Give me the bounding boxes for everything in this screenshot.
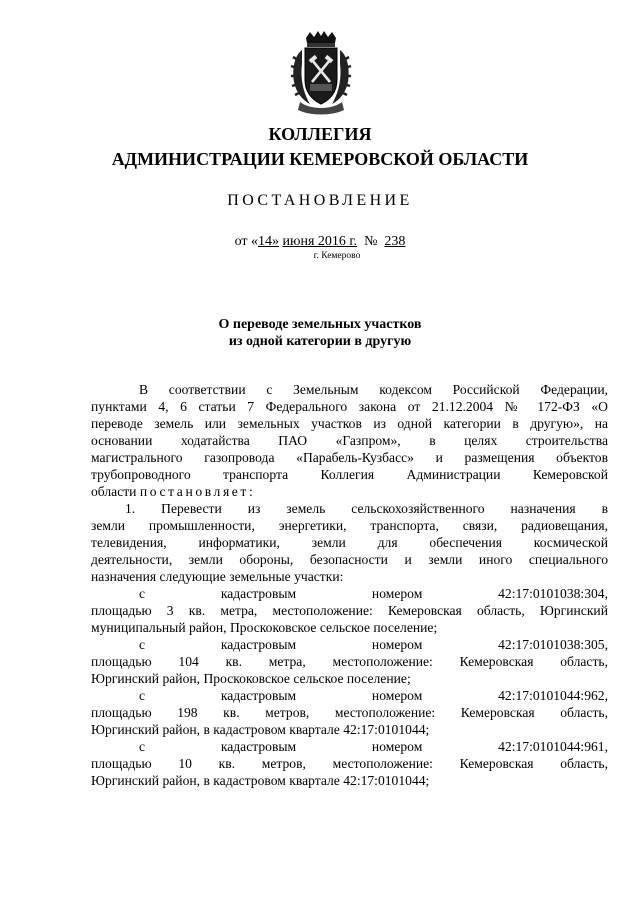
title-line1: О переводе земельных участков	[218, 317, 422, 332]
date-prefix: от «	[234, 234, 259, 249]
list-item-line: Юргинский район, Проскоковское сельское поселение;	[91, 671, 411, 686]
list-item-line: с кадастровым номером 42:17:0101044:961,	[139, 739, 608, 754]
list-item-line: с кадастровым номером 42:17:0101038:304,	[139, 586, 608, 601]
document-kind: ПОСТАНОВЛЕНИЕ	[227, 192, 413, 209]
list-item-line: Юргинский район, в кадастровом квартале 42:17:0101044;	[91, 722, 430, 737]
body-word-spaced: постановляет:	[139, 484, 256, 499]
document-city: г. Кемерово	[313, 251, 361, 261]
list-item-line: площадью 104 кв. метра, местоположение: Кемеровская область,	[91, 654, 608, 669]
number-label: №	[364, 234, 378, 249]
body-line: пунктами 4, 6 статьи 7 Федерального закона от 21.12.2004 № 172-ФЗ «О	[91, 399, 608, 414]
list-item-line: с кадастровым номером 42:17:0101044:962,	[139, 688, 608, 703]
body-line: магистрального газопровода «Парабель-Кузбасс» и размещения объектов	[91, 450, 608, 465]
coat-of-arms-emblem	[290, 30, 352, 116]
date-day: 14	[258, 234, 273, 249]
body-line: земли промышленности, энергетики, транспорта, связи, радиовещания,	[91, 518, 608, 533]
body-line: основании ходатайства ПАО «Газпром», в целях строительства	[91, 433, 608, 448]
list-item-line: с кадастровым номером 42:17:0101038:305,	[139, 637, 608, 652]
list-item-line: муниципальный район, Проскоковское сельское поселение;	[91, 620, 438, 635]
body-line: телевидения, информатики, земли для обеспечения космической	[91, 535, 608, 550]
title-line2: из одной категории в другую	[228, 334, 412, 349]
org-name-line1: КОЛЛЕГИЯ	[268, 124, 372, 144]
list-item-line: площадью 10 кв. метров, местоположение: Кемеровская область,	[91, 756, 608, 771]
body-line	[91, 483, 608, 500]
document-date-number	[0, 234, 640, 250]
body-word: области	[91, 484, 137, 499]
body-line: назначения следующие земельные участки:	[91, 569, 344, 584]
org-name-line2: АДМИНИСТРАЦИИ КЕМЕРОВСКОЙ ОБЛАСТИ	[111, 149, 529, 169]
date-sep: »	[272, 234, 280, 249]
body-line: 1. Перевести из земель сельскохозяйственного назначения в	[125, 501, 608, 516]
body-line: В соответствии с Земельным кодексом Российской Федерации,	[139, 382, 608, 397]
document-title	[0, 316, 640, 350]
document-body	[91, 381, 608, 789]
document-number: 238	[384, 234, 406, 249]
body-line: деятельности, земли обороны, безопасности и земли иного специального	[91, 552, 608, 567]
body-line: трубопроводного транспорта Коллегия Администрации Кемеровской	[91, 467, 608, 482]
list-item-line: Юргинский район, в кадастровом квартале 42:17:0101044;	[91, 773, 430, 788]
list-item-line: площадью 3 кв. метра, местоположение: Кемеровская область, Юргинский	[91, 603, 608, 618]
date-month-year: июня 2016 г.	[282, 234, 358, 249]
list-item-line: площадью 198 кв. метров, местоположение: Кемеровская область,	[91, 705, 608, 720]
body-line: переводе земель или земельных участков из одной категории в другую», на	[91, 416, 608, 431]
